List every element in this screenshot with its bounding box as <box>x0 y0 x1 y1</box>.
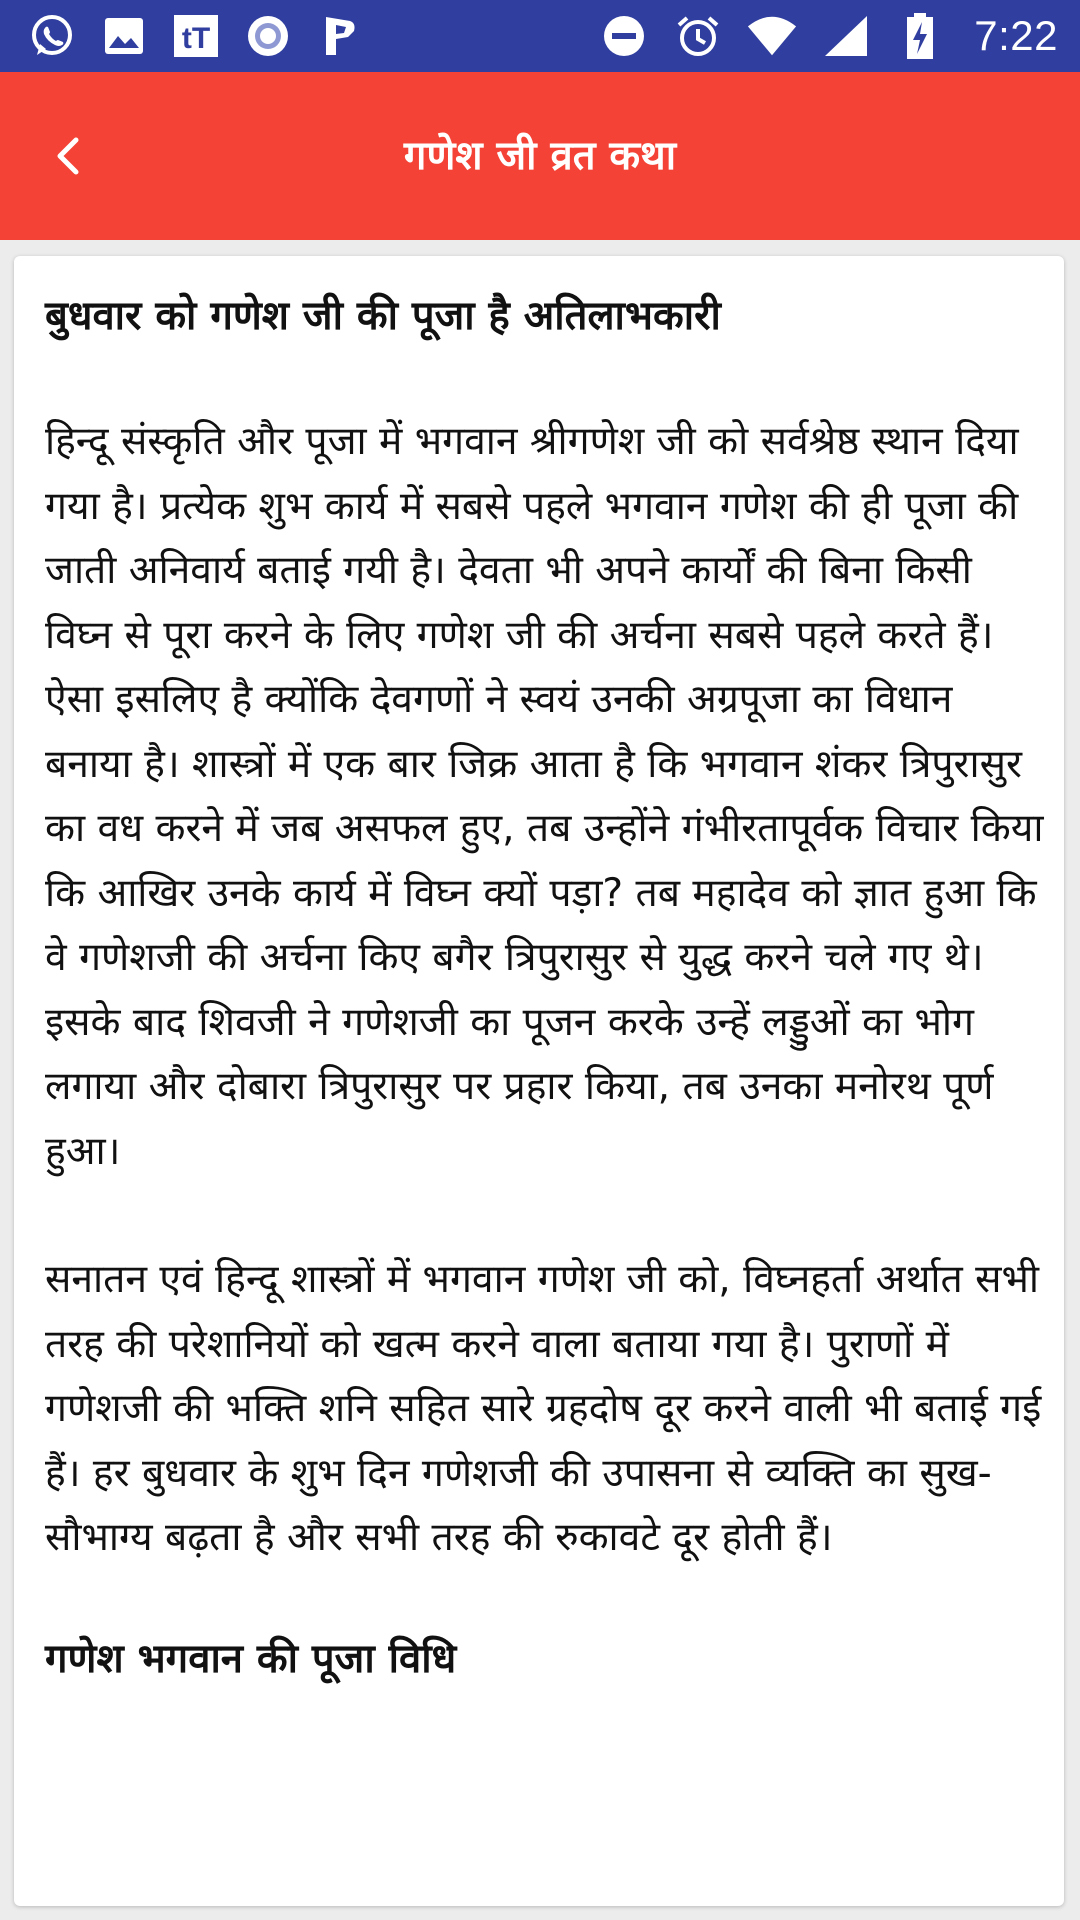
wifi-icon <box>746 12 798 60</box>
whatsapp-icon <box>26 12 78 60</box>
battery-charging-icon <box>894 12 946 60</box>
alarm-icon <box>672 12 724 60</box>
section-heading-puja-vidhi: गणेश भगवान की पूजा विधि <box>45 1635 457 1682</box>
back-button[interactable] <box>30 118 106 194</box>
gallery-icon <box>98 12 150 60</box>
article-paragraph-1: हिन्दू संस्कृति और पूजा में भगवान श्रीगणेश जी को सर्वश्रेष्ठ स्थान दिया गया है। प्रत्येक शुभ कार्य में सबसे पहले भगवान गणेश की ही पूजा की जाती अनिवार्य बताई गयी है। देवता भी अपने कार्यों की बिना किसी विघ्न से पूरा करने के लिए गणेश जी की अर्चना सबसे पहले करते हैं। ऐसा इसलिए है क्योंकि देवगणों ने स्वयं उनकी अग्रपूजा का विधान बनाया है। शास्त्रों में एक बार जिक्र आता है कि भगवान शंकर त्रिपुरासुर का वध करने में जब असफल हुए, तब उन्होंने गंभीरतापूर्वक विचार किया कि आखिर उनके कार्य में विघ्न क्यों पड़ा? तब महादेव को ज्ञात हुआ कि वे गणेशजी की अर्चना किए बगैर त्रिपुरासुर से युद्ध करने चले गए थे। इसके बाद शिवजी ने गणेशजी का पूजन करके उन्हें लड्डुओं का भोग लगाया और दोबारा त्रिपुरासुर पर प्रहार किया, तब उनका मनोरथ पूर्ण हुआ। <box>45 419 1044 1174</box>
status-notification-icons <box>26 12 366 60</box>
content-card[interactable] <box>14 256 1064 1906</box>
status-bar <box>0 0 1080 72</box>
chevron-left-icon <box>48 132 88 180</box>
do-not-disturb-icon <box>598 12 650 60</box>
article-heading: बुधवार को गणेश जी की पूजा है अतिलाभकारी <box>45 293 721 339</box>
p-app-icon <box>314 12 366 60</box>
app-bar <box>0 72 1080 240</box>
record-icon <box>242 12 294 60</box>
article-paragraph-2: सनातन एवं हिन्दू शास्त्रों में भगवान गणेश जी को, विघ्नहर्ता अर्थात सभी तरह की परेशानियों को खत्म करने वाला बताया गया है। पुराणों में गणेशजी की भक्ति शनि सहित सारे ग्रहदोष दूर करने वाली भी बताई गई हैं। हर बुधवार के शुभ दिन गणेशजी की उपासना से व्यक्ति का सुख-सौभाग्य बढ़ता है और सभी तरह की रुकावटे दूर होती हैं। <box>45 1257 1042 1560</box>
page-title: गणेश जी व्रत कथा <box>403 133 677 179</box>
status-system-icons <box>598 12 1058 60</box>
article-body <box>45 290 1045 1685</box>
status-time: 7:22 <box>974 12 1058 59</box>
tt-app-icon <box>170 12 222 60</box>
cell-signal-icon <box>820 12 872 60</box>
tt-app-label: tT <box>181 22 211 55</box>
